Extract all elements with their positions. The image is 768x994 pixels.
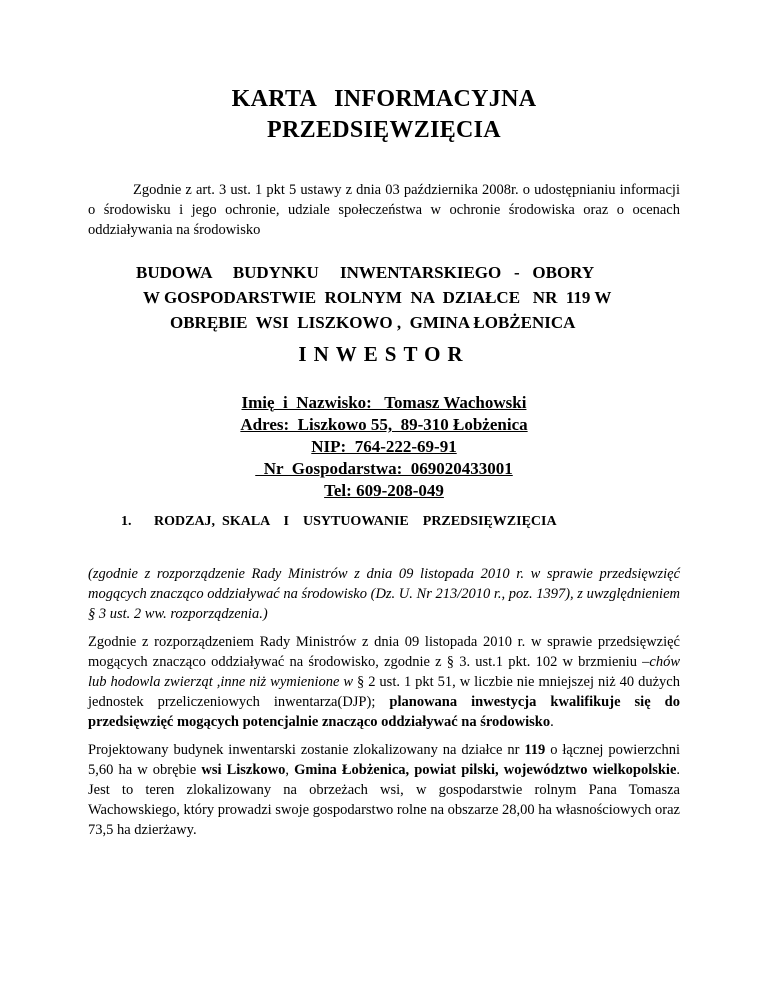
para1-text-a: Zgodnie z rozporządzeniem Rady Ministrów z dnia 09 listopada 2010 r. w sprawie przedsięwzięć mogących znacząco oddziaływać na środowisko, zgodnie z § 3. ust.1 pkt. 102 w brzmieniu	[88, 634, 680, 670]
project-line-3: OBRĘBIE WSI LISZKOWO , GMINA ŁOBŻENICA	[170, 313, 576, 332]
para2-text-g: . Jest to teren zlokalizowany na obrzeżach wsi, w gospodarstwie rolnym Pana Tomasza Wachowskiego, który prowadzi swoje gospodarstwo rolne na obszarze 28,00 ha własnościowych oraz 73,5 ha dzierżawy.	[88, 762, 681, 838]
investor-address: Adres: Liszkowo 55, 89-310 Łobżenica	[240, 415, 528, 434]
title-line-2: PRZEDSIĘWZIĘCIA	[267, 117, 501, 143]
project-line-2: W GOSPODARSTWIE ROLNYM NA DZIAŁCE NR 119 W	[143, 288, 612, 307]
paragraph-classification	[88, 632, 680, 732]
investor-nip: NIP: 764-222-69-91	[311, 437, 457, 456]
investor-name: Imię i Nazwisko: Tomasz Wachowski	[241, 393, 527, 412]
para1-text-e: .	[550, 714, 554, 730]
investor-farm-number: Nr Gospodarstwa: 069020433001	[255, 459, 513, 478]
para2-text-a: Projektowany budynek inwentarski zostanie zlokalizowany na działce nr	[88, 742, 525, 758]
document-title	[0, 84, 768, 146]
legal-note: (zgodnie z rozporządzenie Rady Ministrów z dnia 09 listopada 2010 r. w sprawie przedsięwzięć mogących znacząco oddziaływać na środowisko (Dz. U. Nr 213/2010 r., poz. 1397), z uwzględnieniem § 3 ust. 2 ww. rozporządzenia.)	[88, 566, 680, 622]
investor-heading: INWESTOR	[298, 342, 470, 366]
para1-text-c: § 2 ust. 1 pkt 51, w liczbie nie mniejszej niż 40 dużych jednostek przeliczeniowych inwentarza(DJP);	[88, 674, 680, 710]
section-number: 1.	[121, 514, 132, 529]
section-1-heading	[121, 514, 557, 530]
para2-plot-number: 119	[524, 742, 546, 758]
intro-paragraph: Zgodnie z art. 3 ust. 1 pkt 5 ustawy z dnia 03 października 2008r. o udostępnianiu informacji o środowisku i jego ochronie, udziale społeczeństwa w ochronie środowiska oraz o ocenach oddziaływania na środowisko	[88, 182, 680, 238]
para2-village: wsi Liszkowo	[201, 762, 286, 778]
project-line-1: BUDOWA BUDYNKU INWENTARSKIEGO - OBORY	[136, 263, 595, 282]
para2-text-e: ,	[285, 762, 295, 778]
section-title: RODZAJ, SKALA I USYTUOWANIE PRZEDSIĘWZIĘCIA	[154, 514, 557, 529]
title-line-1: KARTA INFORMACYJNA	[231, 86, 537, 112]
para1-text-bold: planowana inwestycja kwalifikuje się do przedsięwzięć mogących potencjalnie znacząco oddziaływać na środowisko	[88, 694, 680, 730]
paragraph-location	[88, 740, 680, 840]
para2-text-c: o łącznej powierzchni 5,60 ha w obrębie	[88, 742, 680, 778]
para2-region: Gmina Łobżenica, powiat pilski, województwo wielkopolskie	[294, 762, 677, 778]
investor-phone: Tel: 609-208-049	[324, 481, 444, 500]
para1-text-italic: –chów lub hodowla zwierząt ,inne niż wymienione w	[88, 654, 680, 690]
